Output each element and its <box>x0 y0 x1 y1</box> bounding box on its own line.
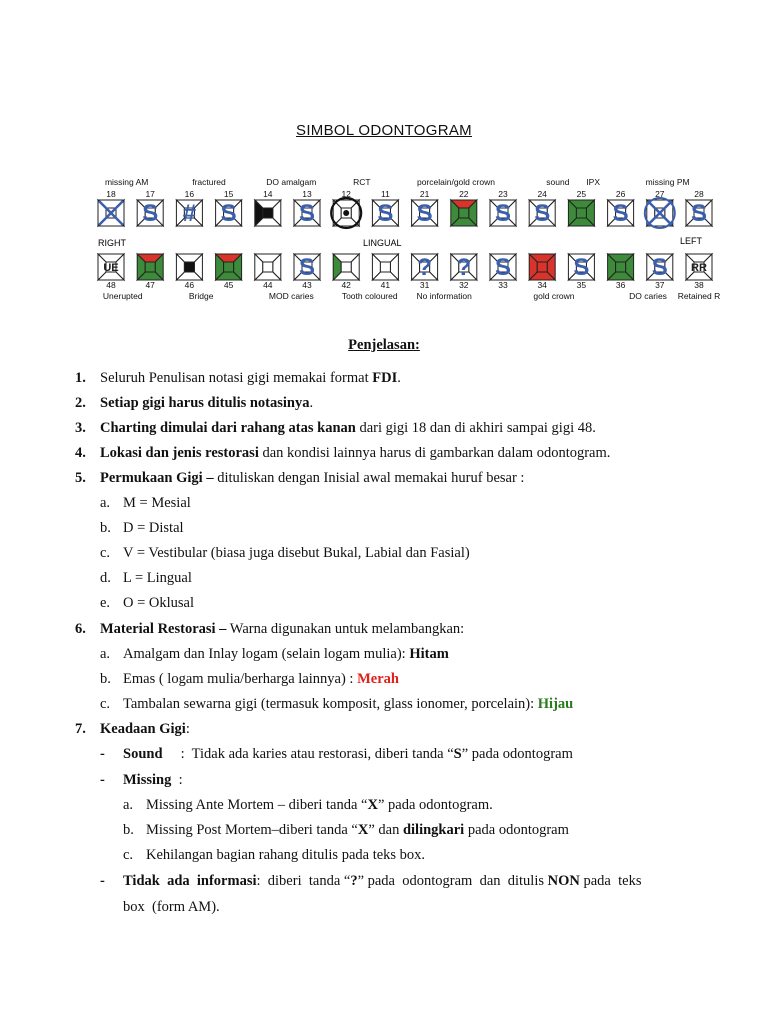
tooth-symbol: S <box>298 254 316 281</box>
tooth-symbol: S <box>573 254 590 281</box>
diagram-top-label: sound <box>546 177 570 187</box>
tooth-symbol: S <box>416 200 433 227</box>
item-text: Material Restorasi – Warna digunakan untuk melambangkan: <box>100 621 465 637</box>
bottom-labels <box>103 291 720 301</box>
tooth-symbol: S <box>651 254 668 281</box>
tooth-number-upper: 27 <box>655 189 665 199</box>
rct-dot-mark <box>343 210 349 216</box>
tooth-surface-center <box>263 262 273 272</box>
tooth-number-lower: 44 <box>263 280 273 290</box>
tooth-number-upper: 17 <box>145 189 155 199</box>
tooth-number-lower: 43 <box>302 280 312 290</box>
tooth-symbol: S <box>142 200 159 227</box>
tooth-number-upper: 23 <box>498 189 508 199</box>
tooth-symbol: S <box>534 200 551 227</box>
tooth-lower <box>216 254 242 280</box>
item-text: Permukaan Gigi – dituliskan dengan Inisial awal memakai huruf besar : <box>100 470 525 486</box>
tooth-lower <box>529 254 555 280</box>
tooth-number-lower: 36 <box>615 280 626 290</box>
page-title: SIMBOL ODONTOGRAM <box>296 122 472 139</box>
item-text: Keadaan Gigi: <box>100 721 190 737</box>
tooth-upper <box>451 200 477 226</box>
tooth-number-lower: 47 <box>145 280 155 290</box>
item-text: Charting dimulai dari rahang atas kanan dari gigi 18 dan di akhiri sampai gigi 48. <box>100 420 596 436</box>
side-right-label: RIGHT <box>98 238 126 248</box>
tooth-lower <box>333 254 359 280</box>
item-number: 7. <box>75 721 86 737</box>
diagram-top-label: RCT <box>353 177 371 187</box>
tooth-symbol: S <box>377 200 394 227</box>
diagram-bottom-label: Bridge <box>188 291 214 301</box>
tooth-surface-center <box>537 262 547 272</box>
section-heading: Penjelasan: <box>348 337 420 353</box>
tooth-symbol: S <box>298 200 316 227</box>
tooth-lower <box>372 254 398 280</box>
tooth-number-lower: 38 <box>694 280 704 290</box>
tooth-symbol: ? <box>456 254 472 281</box>
item-number: 6. <box>75 621 86 637</box>
tooth-lower <box>137 254 163 280</box>
diagram-top-label: missing AM <box>104 177 149 187</box>
tooth-symbol: S <box>494 254 512 281</box>
tooth-number-lower: 42 <box>341 280 351 290</box>
tooth-number-upper: 16 <box>184 189 195 199</box>
tooth-symbol: S <box>220 200 237 227</box>
tooth-number-upper: 14 <box>263 189 273 199</box>
tooth-number-upper: 28 <box>694 189 704 199</box>
tooth-number-upper: 24 <box>537 189 547 199</box>
diagram-bottom-label: Retained R <box>677 291 721 301</box>
tooth-number-upper: 12 <box>341 189 351 199</box>
tooth-surface-center <box>224 262 234 272</box>
tooth-lower <box>608 254 634 280</box>
tooth-symbol: UE <box>103 262 119 274</box>
tooth-number-upper: 25 <box>576 189 587 199</box>
tooth-number-lower: 48 <box>106 280 116 290</box>
tooth-number-upper: 21 <box>419 189 430 199</box>
tooth-number-lower: 32 <box>459 280 469 290</box>
item-number: 3. <box>75 420 86 436</box>
tooth-surface-center <box>459 208 469 218</box>
tooth-number-upper: 13 <box>302 189 312 199</box>
tooth-surface-center <box>184 262 194 272</box>
item-number: 5. <box>75 470 86 486</box>
diagram-bottom-label: DO caries <box>629 291 667 301</box>
item-number: 1. <box>75 370 86 386</box>
tooth-symbol: S <box>690 200 708 227</box>
tooth-number-lower: 31 <box>419 280 430 290</box>
tooth-number-upper: 15 <box>223 189 234 199</box>
tooth-symbol: ? <box>417 254 432 281</box>
diagram-bottom-label: MOD caries <box>268 291 314 301</box>
tooth-number-lower: 45 <box>223 280 234 290</box>
tooth-upper <box>568 200 594 226</box>
diagram-bottom-label: No information <box>416 291 472 301</box>
item-text: Lokasi dan jenis restorasi dan kondisi lainnya harus di gambarkan dalam odontogram. <box>100 445 611 461</box>
diagram-top-label: porcelain/gold crown <box>416 177 495 187</box>
tooth-symbol: RR <box>691 262 707 274</box>
tooth-number-lower: 41 <box>380 280 391 290</box>
row-side-labels <box>98 236 703 248</box>
tooth-number-upper: 26 <box>615 189 626 199</box>
tooth-number-lower: 35 <box>576 280 587 290</box>
tooth-lower <box>255 254 281 280</box>
diagram-top-label: fractured <box>192 177 226 187</box>
tooth-lower <box>176 254 202 280</box>
diagram-bottom-label: Tooth coloured <box>341 291 398 301</box>
diagram-bottom-label: Unerupted <box>102 291 143 301</box>
tooth-symbol: S <box>612 200 629 227</box>
item-number: 2. <box>75 395 86 411</box>
tooth-surface-center <box>341 262 351 272</box>
upper-teeth-row <box>98 198 712 228</box>
tooth-number-upper: 11 <box>380 189 390 199</box>
item-text: Setiap gigi harus ditulis notasinya. <box>100 395 314 411</box>
diagram-bottom-label: gold crown <box>533 291 575 301</box>
lower-teeth-row <box>98 254 712 281</box>
tooth-surface-center <box>145 262 155 272</box>
lower-tooth-numbers <box>106 280 704 290</box>
upper-tooth-numbers <box>106 189 704 199</box>
tooth-symbol: S <box>494 200 512 227</box>
tooth-surface-center <box>576 208 586 218</box>
diagram-top-label: missing PM <box>645 177 690 187</box>
tooth-upper <box>255 200 281 226</box>
tooth-number-lower: 46 <box>184 280 195 290</box>
tooth-number-upper: 18 <box>106 189 116 199</box>
center-lingual-label: LINGUAL <box>363 238 402 248</box>
tooth-surface-center <box>380 262 390 272</box>
odontogram-diagram <box>88 172 721 304</box>
tooth-number-lower: 37 <box>655 280 665 290</box>
diagram-top-label: IPX <box>586 177 601 187</box>
tooth-surface-center <box>263 208 273 218</box>
tooth-number-lower: 34 <box>537 280 547 290</box>
diagram-top-label: DO amalgam <box>266 177 317 187</box>
tooth-symbol: # <box>182 200 197 227</box>
tooth-number-lower: 33 <box>498 280 508 290</box>
item-text: Seluruh Penulisan notasi gigi memakai format FDI. <box>100 370 401 386</box>
top-labels <box>105 177 690 187</box>
tooth-number-upper: 22 <box>459 189 469 199</box>
item-number: 4. <box>75 445 86 461</box>
tooth-surface-center <box>616 262 626 272</box>
side-left-label: LEFT <box>680 236 703 246</box>
